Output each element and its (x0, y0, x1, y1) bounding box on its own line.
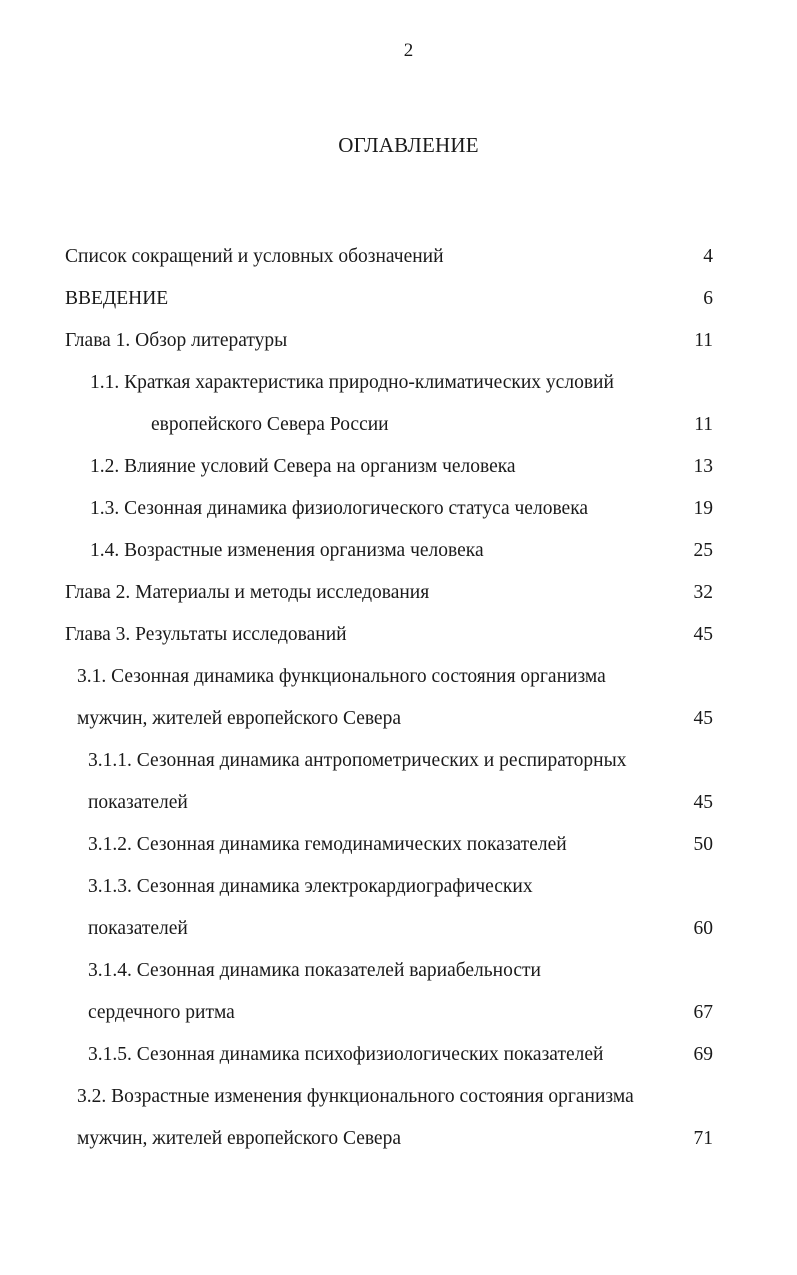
toc-entry-page: 11 (694, 414, 713, 435)
toc-entry-text-continued: европейского Севера России (151, 414, 389, 435)
toc-entry-text: 1.1. Краткая характеристика природно-климатических условий (90, 372, 614, 393)
toc-entry-text: 3.1.2. Сезонная динамика гемодинамических показателей (88, 834, 567, 855)
toc-entry-text: 3.1.3. Сезонная динамика электрокардиографических (88, 876, 533, 897)
toc-entry-text: 1.4. Возрастные изменения организма человека (90, 540, 484, 561)
toc-entry-text-continued: мужчин, жителей европейского Севера (77, 1128, 401, 1149)
toc-entry-page: 71 (693, 1128, 713, 1149)
toc-entry-text-continued: показателей (88, 792, 188, 813)
toc-entry-text-continued: сердечного ритма (88, 1002, 235, 1023)
toc-entry-text: Глава 1. Обзор литературы (65, 330, 288, 351)
toc-entry-text: ВВЕДЕНИЕ (65, 288, 169, 309)
toc-entry-text-continued: мужчин, жителей европейского Севера (77, 708, 401, 729)
toc-entry-text: 3.1. Сезонная динамика функционального состояния организма (77, 666, 606, 687)
toc-entry-text: Глава 2. Материалы и методы исследования (65, 582, 430, 603)
toc-entry-page: 13 (693, 456, 713, 477)
toc-entry-page: 11 (694, 330, 713, 351)
toc-entry-page: 50 (693, 834, 713, 855)
toc-entry-page: 60 (693, 918, 713, 939)
toc-entry-page: 4 (703, 246, 713, 267)
toc-entry-page: 45 (693, 792, 713, 813)
page-number: 2 (403, 40, 414, 61)
toc-entry-page: 19 (693, 498, 713, 519)
toc-entry-text: 1.3. Сезонная динамика физиологического статуса человека (90, 498, 589, 519)
toc-entry-page: 25 (693, 540, 713, 561)
page-title: ОГЛАВЛЕНИЕ (338, 133, 479, 157)
toc-entry-page: 45 (693, 624, 713, 645)
toc-entry-page: 67 (693, 1002, 713, 1023)
toc-entry-text: 1.2. Влияние условий Севера на организм человека (90, 456, 516, 477)
toc-entry-text: 3.2. Возрастные изменения функционального состояния организма (77, 1086, 634, 1107)
toc-entry-page: 45 (693, 708, 713, 729)
toc-entry-text: 3.1.5. Сезонная динамика психофизиологических показателей (88, 1044, 604, 1065)
toc-entry-text: 3.1.4. Сезонная динамика показателей вариабельности (88, 960, 541, 981)
toc-entry-page: 32 (693, 582, 713, 603)
toc-entry-text: Список сокращений и условных обозначений (65, 246, 444, 267)
toc-entry-page: 6 (703, 288, 713, 309)
toc-entry-text: Глава 3. Результаты исследований (65, 624, 347, 645)
toc-entry-text: 3.1.1. Сезонная динамика антропометрических и респираторных (88, 750, 627, 771)
toc-entry-text-continued: показателей (88, 918, 188, 939)
toc-entry-page: 69 (693, 1044, 713, 1065)
